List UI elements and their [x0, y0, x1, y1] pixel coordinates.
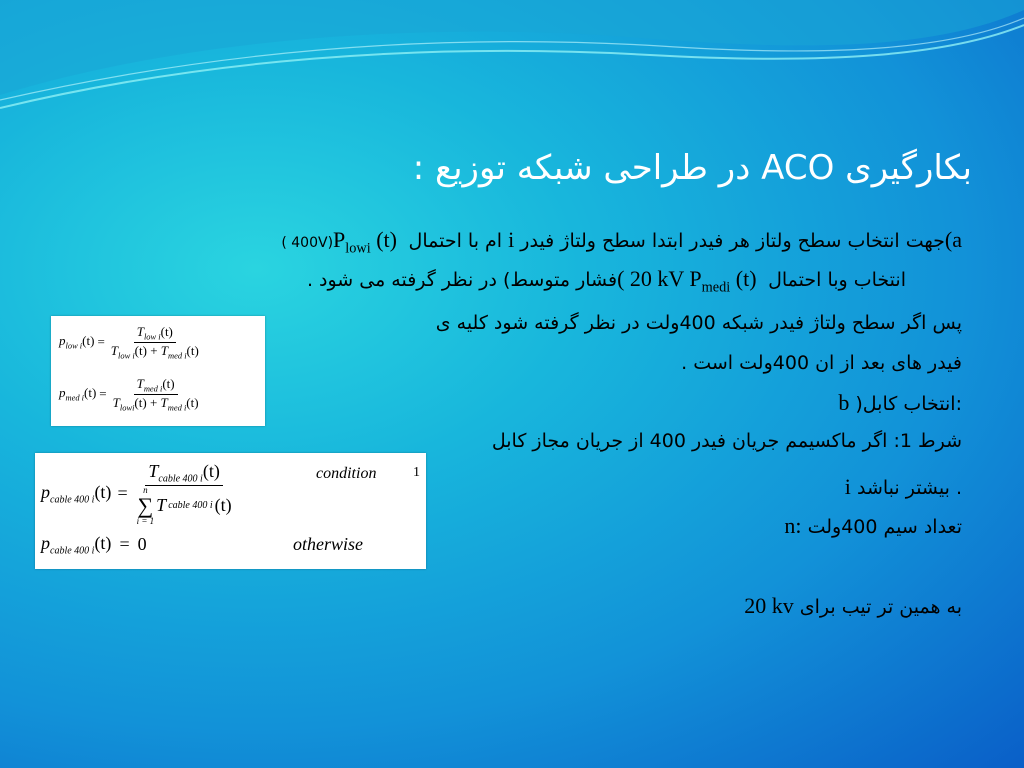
p-cable-zero: $p_{cable 400 i}(t)$ = 0	[41, 533, 147, 557]
p-med-term: ( 20 kV $P_{medi}$ (t)	[617, 266, 757, 296]
p-low-term: $P_{lowi}$ (t)	[333, 227, 397, 257]
voltage-note: ( 400V)	[281, 235, 334, 251]
condition-number: 1	[413, 465, 420, 480]
p-cable-formula: $p_{cable 400 i}(t)$ = $T_{cable 400 i}(t)$ n ∑ i = 1 T cable 400 i (t)	[41, 461, 232, 526]
text-line-2: انتخاب وبا احتمال ( 20 kV $P_{medi}$ (t) فشار متوسط) در نظر گرفته می شود .	[306, 266, 906, 296]
text-line-6: شرط 1: اگر ماکسیمم جریان فیدر 400 از جریان مجاز کابل	[491, 430, 962, 452]
slide-title: بکارگیری ACO در طراحی شبکه توزیع :	[412, 148, 972, 188]
p-med-formula: $p_{med i}(t)$ = $\frac{T_{med i}(t)}{T_{lowi}(t) + T_{med i}(t)}$	[59, 376, 199, 413]
text-line-3: پس اگر سطح ولتاژ فیدر شبکه 400ولت در نظر گرفته شود کلیه ی	[435, 312, 962, 334]
var-i: i	[508, 227, 515, 252]
condition-label: condition	[316, 465, 377, 482]
otherwise-label: otherwise	[293, 534, 363, 554]
label-a: (a	[944, 227, 962, 252]
text-line-5: b )انتخاب کابل:	[838, 390, 962, 415]
text-line-7: i بیشتر نباشد .	[844, 474, 962, 499]
text-line-4: فیدر های بعد از ان 400ولت است .	[681, 352, 962, 374]
decorative-wave	[0, 0, 1024, 130]
text-line-8: n: تعداد سیم 400ولت	[784, 513, 962, 538]
cable-formula-box	[35, 453, 426, 569]
probability-formula-box	[51, 316, 265, 426]
text-line-9: به همین تر تیب برای 20 kv	[744, 593, 962, 618]
p-low-formula: $p_{low i}(t)$ = $\frac{T_{low i}(t)}{T_{low i}(t) + T_{med i}(t)}$	[59, 324, 199, 361]
text-line-1: (aجهت انتخاب سطح ولتاز هر فیدر ابتدا سطح ولتاژ فیدر i ام با احتمال $P_{lowi}$ (t) ( 400V)	[281, 227, 962, 257]
